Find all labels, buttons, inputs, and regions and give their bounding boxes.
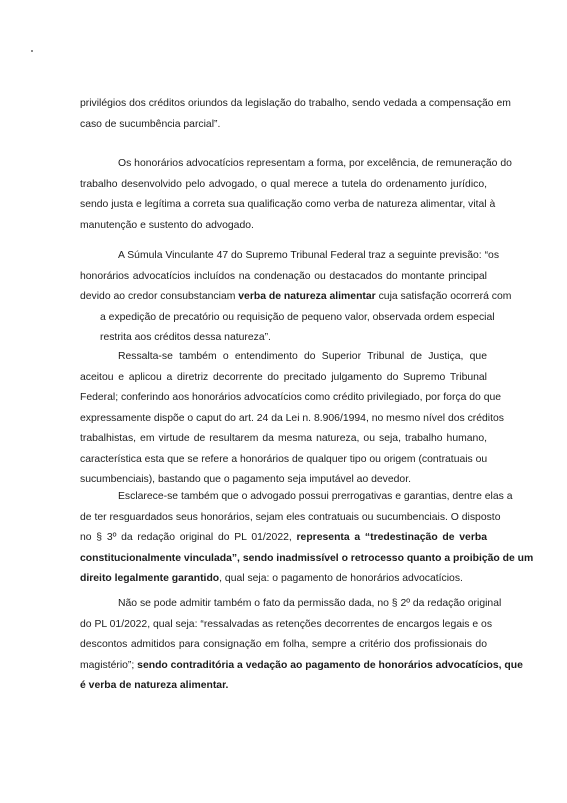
text-line: é verba de natureza alimentar. bbox=[80, 680, 229, 691]
bold-text: representa a “tredestinação de verba bbox=[296, 532, 488, 543]
paragraph-5 bbox=[80, 487, 534, 590]
text-line: sucumbenciais), bastando que o pagamento seja imputável ao devedor. bbox=[80, 474, 411, 485]
bold-text: direito legalmente garantido bbox=[80, 573, 220, 584]
text-line: devido ao credor consubstanciam verba de natureza alimentar cuja satisfação ocorrerá com bbox=[80, 291, 512, 302]
text-line: trabalho desenvolvido pelo advogado, o qual merece a tutela do ordenamento jurídico, bbox=[80, 178, 487, 190]
text-line: de ter resguardados seus honorários, sejam eles contratuais ou sucumbenciais. O disposto bbox=[80, 511, 501, 523]
text-line: Não se pode admitir também o fato da permissão dada, no § 2º da redação original bbox=[118, 598, 502, 609]
text-line: constitucionalmente vinculada”, sendo inadmissível o retrocesso quanto a proibição de um bbox=[80, 552, 534, 564]
text-line: característica esta que se refere a honorários de qualquer tipo ou origem (contratuais ou bbox=[80, 453, 488, 465]
text-line: Ressalta-se também o entendimento do Superior Tribunal de Justiça, que bbox=[118, 351, 487, 362]
bold-text: sendo contraditória a vedação ao pagamento de honorários advocatícios, que bbox=[137, 659, 523, 671]
text-line: do PL 01/2022, qual seja: “ressalvadas as retenções decorrentes de encargos legais e os bbox=[80, 618, 493, 630]
text-line: aceitou e aplicou a diretriz decorrente do precitado julgamento do Supremo Tribunal bbox=[80, 371, 487, 383]
text-line: sendo justa e legítima a correta sua qualificação como verba de natureza alimentar, vital à bbox=[80, 199, 496, 210]
paragraph-6 bbox=[80, 594, 523, 697]
text-line: trabalhistas, em virtude de resultarem da mesma natureza, ou seja, trabalho humano, bbox=[80, 433, 487, 444]
paragraph-3 bbox=[80, 246, 512, 349]
text-line: caso de sucumbência parcial”. bbox=[80, 118, 221, 130]
text-line: A Súmula Vinculante 47 do Supremo Tribunal Federal traz a seguinte previsão: “os bbox=[118, 250, 500, 261]
text-line: Os honorários advocatícios representam a forma, por excelência, de remuneração do bbox=[118, 158, 512, 169]
text-line: restrita aos créditos dessa natureza”. bbox=[100, 332, 271, 343]
text-line: direito legalmente garantido, qual seja: o pagamento de honorários advocatícios. bbox=[80, 573, 463, 584]
paragraph-4 bbox=[80, 347, 504, 491]
text-line: manutenção e sustento do advogado. bbox=[80, 219, 254, 231]
text-line: magistério”; sendo contraditória a vedação ao pagamento de honorários advocatícios, que bbox=[80, 659, 523, 671]
text-line: Esclarece-se também que o advogado possui prerrogativas e garantias, dentre elas a bbox=[118, 491, 513, 502]
bold-text: verba de natureza alimentar bbox=[238, 291, 376, 302]
text-line: no § 3º da redação original do PL 01/2022, representa a “tredestinação de verba bbox=[80, 532, 488, 543]
paragraph-2 bbox=[80, 154, 512, 236]
text-line: expressamente dispõe o caput do art. 24 da Lei n. 8.906/1994, no mesmo nível dos créditos bbox=[80, 412, 504, 424]
text-line: privilégios dos créditos oriundos da legislação do trabalho, sendo vedada a compensação em bbox=[80, 98, 511, 109]
text-line: Federal; conferindo aos honorários advocatícios como crédito privilegiado, por força do que bbox=[80, 392, 502, 403]
scan-speck bbox=[31, 50, 33, 52]
text-line: a expedição de precatório ou requisição de pequeno valor, observada ordem especial bbox=[100, 311, 495, 323]
text-line: descontos admitidos para consignação em folha, sempre a critério dos profissionais do bbox=[80, 639, 487, 650]
text-line: honorários advocatícios incluídos na condenação ou destacados do montante principal bbox=[80, 270, 487, 282]
paragraph-1 bbox=[80, 94, 511, 135]
